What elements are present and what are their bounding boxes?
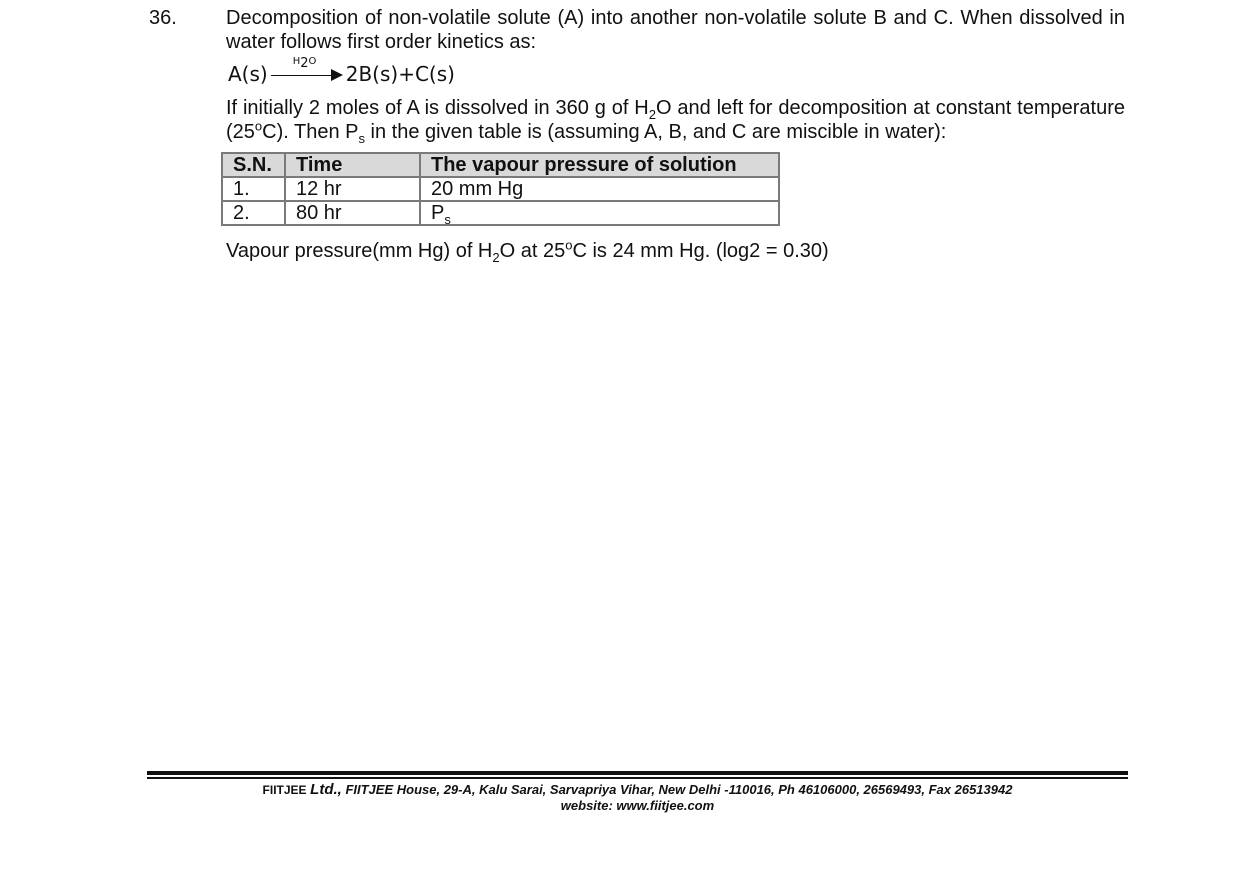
cell-pressure: 20 mm Hg: [420, 177, 779, 201]
para-text-4: in the given table is (assuming A, B, and C are miscible in water):: [364, 121, 947, 143]
note-sup-1: o: [565, 237, 573, 253]
given-data-note: [226, 239, 829, 263]
page-footer: [147, 782, 1128, 814]
footer-brand: FIITJEE: [262, 783, 307, 797]
reaction-equation: [226, 58, 1125, 88]
pressure-symbol: P: [431, 202, 445, 224]
arrow-line: [271, 75, 331, 76]
note-text-3: C is 24 mm Hg. (log2 = 0.30): [572, 240, 829, 262]
reaction-arrow: [269, 56, 345, 88]
header-sn: S.N.: [222, 153, 285, 177]
equation-reactant: A(s): [228, 62, 268, 86]
question-text: [226, 6, 1125, 54]
header-vapour-pressure: The vapour pressure of solution: [420, 153, 779, 177]
footer-rule-thick: [147, 771, 1128, 775]
table-header-row: [222, 153, 779, 177]
question-number: 36.: [149, 7, 177, 29]
equation-product-c: C(s): [414, 62, 455, 86]
para-text-2: O and left for decomposition at constant temperature (25: [226, 97, 1125, 143]
note-text-1: Vapour pressure(mm Hg) of H: [226, 240, 493, 262]
footer-address-line: [147, 782, 1128, 798]
cell-sn: 1.: [222, 177, 285, 201]
para-sub-2: s: [358, 131, 365, 146]
equation-plus: +: [398, 62, 415, 86]
question-paragraph: [226, 96, 1125, 144]
footer-website: website: www.fiitjee.com: [560, 798, 715, 813]
equation-product-b: 2B(s): [345, 62, 399, 86]
question-body: [226, 6, 1125, 144]
note-text-2: O at 25: [499, 240, 566, 262]
cell-pressure: [420, 201, 779, 225]
arrow-head-icon: [331, 69, 343, 81]
footer-address: FIITJEE House, 29-A, Kalu Sarai, Sarvapriya Vihar, New Delhi -110016, Ph 46106000, 26569493, Fax 26513942: [345, 782, 1013, 797]
para-text-3: C). Then P: [262, 121, 359, 143]
question-line-2: in water follows first order kinetics as:: [226, 7, 1125, 53]
para-sub-1: 2: [648, 107, 656, 122]
cell-sn: 2.: [222, 201, 285, 225]
cell-time: 12 hr: [285, 177, 420, 201]
note-sub-1: 2: [492, 250, 500, 265]
data-table: [221, 152, 780, 226]
para-sup-1: o: [254, 118, 263, 134]
header-time: Time: [285, 153, 420, 177]
question-line-1: Decomposition of non-volatile solute (A) into another non-volatile solute B and C. When dissolved: [226, 7, 1103, 29]
arrow-condition: $H_2O$: [292, 56, 317, 71]
pressure-table: [221, 152, 780, 226]
footer-rule-thin: [147, 777, 1128, 779]
para-text-1: If initially 2 moles of A is dissolved in 360 g of H: [226, 97, 649, 119]
table-row: [222, 177, 779, 201]
cell-time: 80 hr: [285, 201, 420, 225]
table-row: [222, 201, 779, 225]
pressure-subscript: s: [444, 212, 451, 227]
footer-ltd: Ltd.,: [310, 781, 342, 798]
